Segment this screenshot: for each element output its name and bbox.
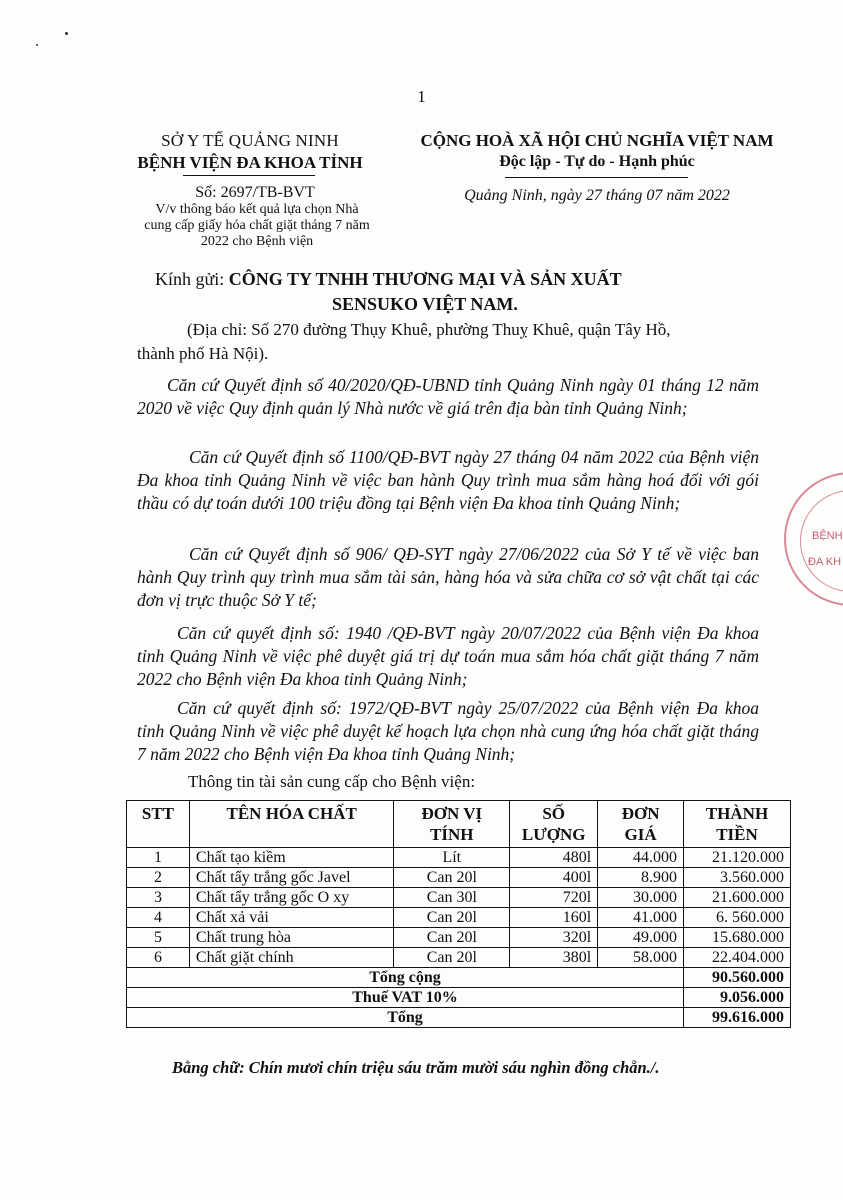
legal-basis-paragraph: Căn cứ Quyết định số 906/ QĐ-SYT ngày 27/06/2022 của Sở Y tế về việc ban hành Quy trình quy trình mua sắm tài sản, hàng hóa và sửa chữa cơ sở vật chất tại các đơn vị trực thuộc Sở Y tế; (137, 544, 759, 610)
table-header-row (127, 801, 791, 848)
scan-speck (65, 32, 68, 35)
col-header-unit: ĐƠN VỊ TÍNH (394, 801, 510, 848)
col-header-stt: STT (127, 801, 190, 848)
vat-value: 9.056.000 (684, 988, 791, 1008)
cell-unit: Can 20l (394, 948, 510, 968)
cell-qty: 720l (510, 888, 598, 908)
cell-total: 21.600.000 (684, 888, 791, 908)
legal-basis-paragraph: Căn cứ Quyết định số 40/2020/QĐ-UBND tỉnh Quảng Ninh ngày 01 tháng 12 năm 2020 về việc Quy định quản lý Nhà nước về giá trên địa bàn tỉnh Quảng Ninh; (137, 375, 759, 418)
motto-underline (505, 177, 688, 178)
col-header-qty: SỐ LƯỢNG (510, 801, 598, 848)
nation-title: CỘNG HOÀ XÃ HỘI CHỦ NGHĨA VIỆT NAM (420, 131, 774, 150)
chemicals-table (126, 800, 791, 1028)
cell-price: 41.000 (598, 908, 684, 928)
cell-qty: 320l (510, 928, 598, 948)
motto: Độc lập - Tự do - Hạnh phúc (499, 153, 695, 170)
document-number: Số: 2697/TB-BVT (195, 184, 315, 201)
document-subject (112, 202, 402, 250)
cell-unit: Can 30l (394, 888, 510, 908)
cell-price: 30.000 (598, 888, 684, 908)
col-header-price: ĐƠN GIÁ (598, 801, 684, 848)
cell-unit: Can 20l (394, 868, 510, 888)
issuer-org: SỞ Y TẾ QUẢNG NINH (161, 131, 339, 150)
table-row (127, 908, 791, 928)
cell-name: Chất giặt chính (189, 948, 393, 968)
cell-qty: 480l (510, 848, 598, 868)
cell-price: 8.900 (598, 868, 684, 888)
subtotal-row (127, 968, 791, 988)
subtotal-label: Tổng cộng (127, 968, 684, 988)
issuer-underline (183, 175, 315, 176)
legal-basis-paragraph: Căn cứ quyết định số: 1940 /QĐ-BVT ngày 20/07/2022 của Bệnh viện Đa khoa tỉnh Quảng Ninh về việc phê duyệt giá trị dự toán mua sắm hóa chất giặt tháng 7 năm 2022 cho Bệnh viện Đa khoa tỉnh Quảng Ninh; (137, 623, 759, 689)
cell-name: Chất tẩy trắng gốc Javel (189, 868, 393, 888)
issuer-hospital: BỆNH VIỆN ĐA KHOA TỈNH (137, 153, 363, 172)
cell-unit: Can 20l (394, 908, 510, 928)
cell-stt: 1 (127, 848, 190, 868)
col-header-name: TÊN HÓA CHẤT (189, 801, 393, 848)
address-line2: thành phố Hà Nội). (137, 344, 269, 363)
cell-name: Chất tẩy trắng gốc O xy (189, 888, 393, 908)
table-row (127, 888, 791, 908)
subject-line: V/v thông báo kết quả lựa chọn Nhà (155, 202, 359, 217)
subtotal-value: 90.560.000 (684, 968, 791, 988)
cell-total: 6. 560.000 (684, 908, 791, 928)
cell-name: Chất tạo kiềm (189, 848, 393, 868)
cell-price: 49.000 (598, 928, 684, 948)
table-intro: Thông tin tài sản cung cấp cho Bệnh viện: (188, 772, 476, 791)
cell-stt: 4 (127, 908, 190, 928)
stamp-text: ĐA KH (808, 556, 842, 568)
document-date: Quảng Ninh, ngày 27 tháng 07 năm 2022 (464, 187, 730, 204)
recipient-prefix: Kính gửi: (155, 269, 225, 289)
table-row (127, 868, 791, 888)
cell-name: Chất trung hòa (189, 928, 393, 948)
recipient-name-line2: SENSUKO VIỆT NAM. (332, 294, 518, 314)
cell-stt: 6 (127, 948, 190, 968)
table-row (127, 848, 791, 868)
subject-line: cung cấp giấy hóa chất giặt tháng 7 năm (144, 218, 370, 233)
table-row (127, 948, 791, 968)
page-number: 1 (417, 87, 426, 106)
vat-row (127, 988, 791, 1008)
cell-price: 44.000 (598, 848, 684, 868)
scan-speck (36, 44, 38, 46)
cell-qty: 400l (510, 868, 598, 888)
table-row (127, 928, 791, 948)
cell-unit: Lít (394, 848, 510, 868)
col-header-total: THÀNH TIỀN (684, 801, 791, 848)
cell-total: 22.404.000 (684, 948, 791, 968)
stamp-text: BỆNH (812, 530, 843, 542)
cell-unit: Can 20l (394, 928, 510, 948)
subject-line: 2022 cho Bệnh viện (200, 234, 314, 249)
national-header (392, 131, 802, 171)
cell-price: 58.000 (598, 948, 684, 968)
cell-stt: 3 (127, 888, 190, 908)
cell-total: 15.680.000 (684, 928, 791, 948)
cell-name: Chất xả vải (189, 908, 393, 928)
legal-basis-paragraph: Căn cứ Quyết định số 1100/QĐ-BVT ngày 27 tháng 04 năm 2022 của Bệnh viện Đa khoa tỉnh Quảng Ninh về việc ban hành Quy trình mua sắm hàng hoá đối với gói thầu có dự toán dưới 100 triệu đồng tại Bệnh viện Đa khoa tỉnh Quảng Ninh; (137, 447, 759, 513)
cell-stt: 5 (127, 928, 190, 948)
recipient-name-line1: CÔNG TY TNHH THƯƠNG MẠI VÀ SẢN XUẤT (228, 269, 622, 289)
recipient (155, 267, 795, 317)
issuer-header (110, 131, 390, 173)
vat-label: Thuế VAT 10% (127, 988, 684, 1008)
amount-in-words: Bằng chữ: Chín mươi chín triệu sáu trăm mười sáu nghìn đồng chẵn./. (172, 1058, 660, 1077)
total-label: Tổng (127, 1008, 684, 1028)
total-value: 99.616.000 (684, 1008, 791, 1028)
cell-total: 3.560.000 (684, 868, 791, 888)
legal-basis-paragraph: Căn cứ quyết định số: 1972/QĐ-BVT ngày 25/07/2022 của Bệnh viện Đa khoa tỉnh Quảng Ninh về việc phê duyệt kế hoạch lựa chọn nhà cung ứng hóa chất giặt tháng 7 năm 2022 cho Bệnh viện Đa khoa tỉnh Quảng Ninh; (137, 698, 759, 764)
cell-stt: 2 (127, 868, 190, 888)
address-line1: (Địa chỉ: Số 270 đường Thụy Khuê, phường Thuỵ Khuê, quận Tây Hồ, (187, 320, 671, 339)
total-row (127, 1008, 791, 1028)
cell-total: 21.120.000 (684, 848, 791, 868)
recipient-address (137, 318, 797, 366)
cell-qty: 160l (510, 908, 598, 928)
cell-qty: 380l (510, 948, 598, 968)
